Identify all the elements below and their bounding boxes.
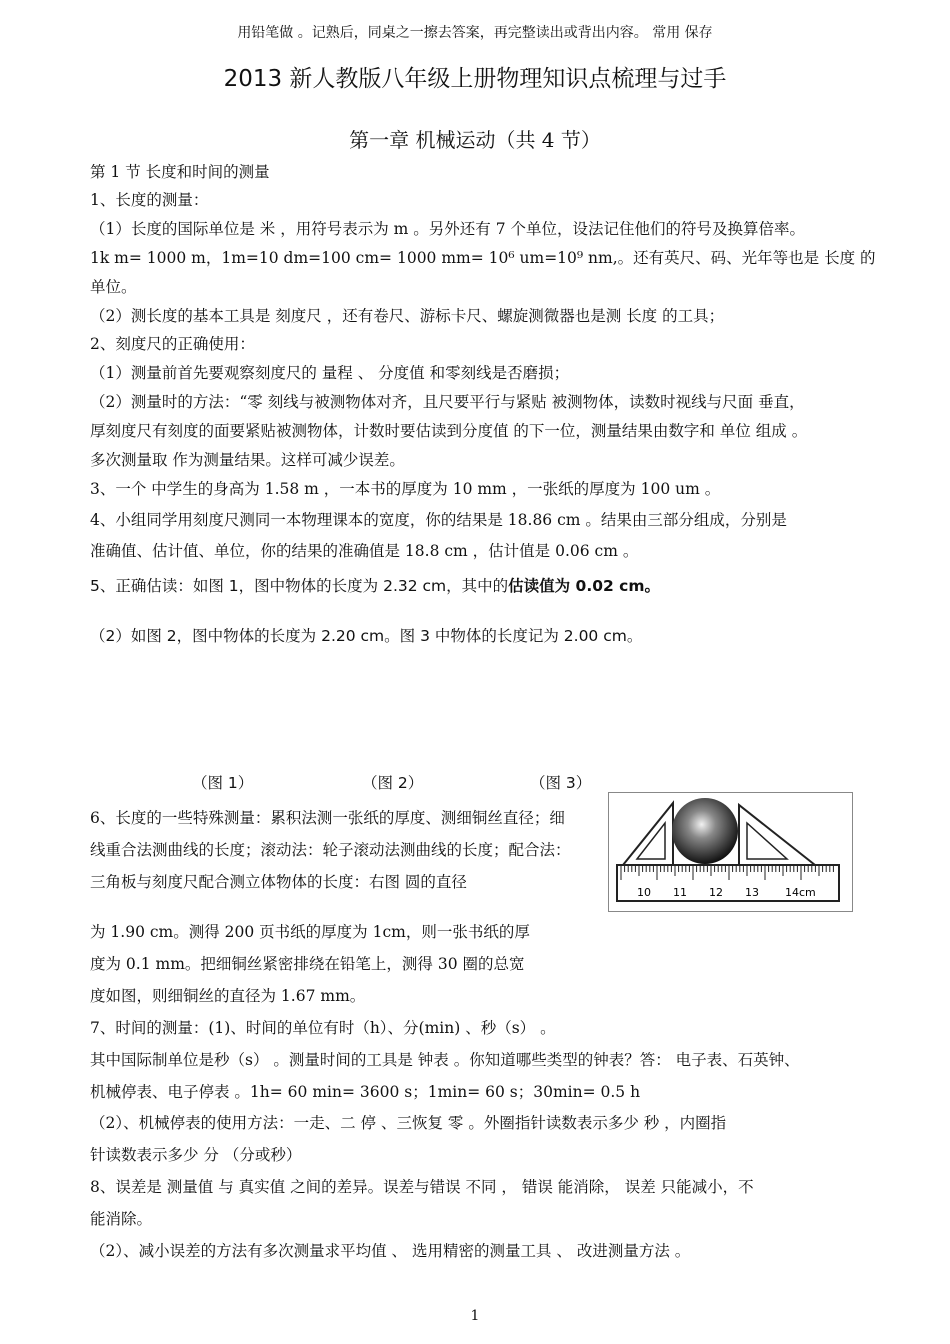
- text-line: 为 1.90 cm。测得 200 页书纸的厚度为 1cm，则一张书纸的厚: [90, 923, 530, 941]
- text-line: 度如图，则细铜丝的直径为 1.67 mm。: [90, 987, 366, 1005]
- right-triangle: [739, 805, 815, 865]
- figure-2-label: （图 2）: [362, 774, 424, 792]
- ruler-ball-illustration: [609, 793, 852, 911]
- figure-1-label: （图 1）: [192, 774, 254, 792]
- text-line: 针读数表示多少 分 （分或秒）: [90, 1146, 302, 1164]
- estimate-line: [90, 576, 660, 596]
- text-line: 1k m= 1000 m，1m=10 dm=100 cm= 1000 mm= 10⁶ um=10⁹ nm,。还有英尺、码、光年等也是 长度 的: [90, 249, 876, 267]
- text-line: 单位。: [90, 278, 137, 296]
- figure-3-label: （图 3）: [530, 774, 592, 792]
- text-line: 机械停表、电子停表 。1h= 60 min= 3600 s；1min= 60 s；30min= 0.5 h: [90, 1083, 641, 1101]
- text-line: 2、刻度尺的正确使用：: [90, 335, 255, 353]
- text-line: 三角板与刻度尺配合测立体物体的长度：右图 圆的直径: [90, 873, 467, 891]
- text-line: 多次测量取 作为测量结果。这样可减少误差。: [90, 451, 405, 469]
- ruler-tick-label: 12: [709, 886, 723, 899]
- text-line: 1、长度的测量：: [90, 191, 209, 209]
- ruler-tick-label: 11: [673, 886, 687, 899]
- text-line: 厚刻度尺有刻度的面要紧贴被测物体，计数时要估读到分度值 的下一位，测量结果由数字和 单位 组成 。: [90, 422, 808, 440]
- text-line: 8、误差是 测量值 与 真实值 之间的差异。误差与错误 不同 ， 错误 能消除， 误差 只能减小，不: [90, 1178, 754, 1196]
- text-line: 能消除。: [90, 1210, 153, 1228]
- ruler-tick-label: 13: [745, 886, 759, 899]
- left-triangle: [623, 803, 673, 865]
- chapter-heading: 第一章 机械运动（共 4 节）: [349, 128, 601, 152]
- text-line: （2）、机械停表的使用方法：一走、二 停 、三恢复 零 。外圈指针读数表示多少 秒 ，内圈指: [90, 1114, 727, 1132]
- estimate-value: 估读值为 0.02 cm。: [508, 577, 661, 595]
- text-line: 4、小组同学用刻度尺测同一本物理课本的宽度，你的结果是 18.86 cm 。结果由三部分组成，分别是: [90, 511, 787, 529]
- document-title: 2013 新人教版八年级上册物理知识点梳理与过手: [223, 66, 727, 92]
- text-line: （2）测长度的基本工具是 刻度尺 ，还有卷尺、游标卡尺、螺旋测微器也是测 长度 的工具；: [90, 307, 725, 325]
- estimate-text: 5、正确估读：如图 1，图中物体的长度为 2.32 cm，其中的: [90, 577, 509, 595]
- text-line: （1）长度的国际单位是 米 ，用符号表示为 m 。另外还有 7 个单位，设法记住他们的符号及换算倍率。: [90, 220, 805, 238]
- text-line: 准确值、估计值、单位，你的结果的准确值是 18.8 cm ，估计值是 0.06 cm 。: [90, 542, 639, 560]
- section-heading: 第 1 节 长度和时间的测量: [90, 163, 270, 181]
- text-line: 其中国际制单位是秒（s） 。测量时间的工具是 钟表 。你知道哪些类型的钟表？答： 电子表、石英钟、: [90, 1051, 800, 1069]
- text-line: （2）如图 2，图中物体的长度为 2.20 cm。图 3 中物体的长度记为 2.00 cm。: [90, 627, 643, 645]
- text-line: 度为 0.1 mm。把细铜丝紧密排绕在铅笔上，测得 30 圈的总宽: [90, 955, 525, 973]
- text-line: 7、时间的测量：(1)、时间的单位有时（h）、分(min) 、秒（s） 。: [90, 1019, 556, 1037]
- page-number: 1: [470, 1308, 480, 1324]
- ruler-tick-label: 14cm: [785, 886, 816, 899]
- ball: [672, 798, 738, 864]
- ruler-ball-figure: [608, 792, 853, 912]
- text-line: （2）测量时的方法：“零 刻线与被测物体对齐，且尺要平行与紧贴 被测物体，读数时视线与尺面 垂直，: [90, 393, 805, 411]
- text-line: 3、一个 中学生的身高为 1.58 m ，一本书的厚度为 10 mm ，一张纸的厚度为 100 um 。: [90, 480, 721, 498]
- ruler-tick-label: 10: [637, 886, 651, 899]
- text-line: （2）、减小误差的方法有多次测量求平均值 、 选用精密的测量工具 、 改进测量方法 。: [90, 1242, 691, 1260]
- text-line: 6、长度的一些特殊测量：累积法测一张纸的厚度、测细铜丝直径；细: [90, 809, 565, 827]
- top-note: 用铅笔做 。记熟后，同桌之一擦去答案，再完整读出或背出内容。 常用 保存: [237, 25, 713, 41]
- text-line: （1）测量前首先要观察刻度尺的 量程 、 分度值 和零刻线是否磨损；: [90, 364, 570, 382]
- text-line: 线重合法测曲线的长度；滚动法：轮子滚动法测曲线的长度；配合法：: [90, 841, 571, 859]
